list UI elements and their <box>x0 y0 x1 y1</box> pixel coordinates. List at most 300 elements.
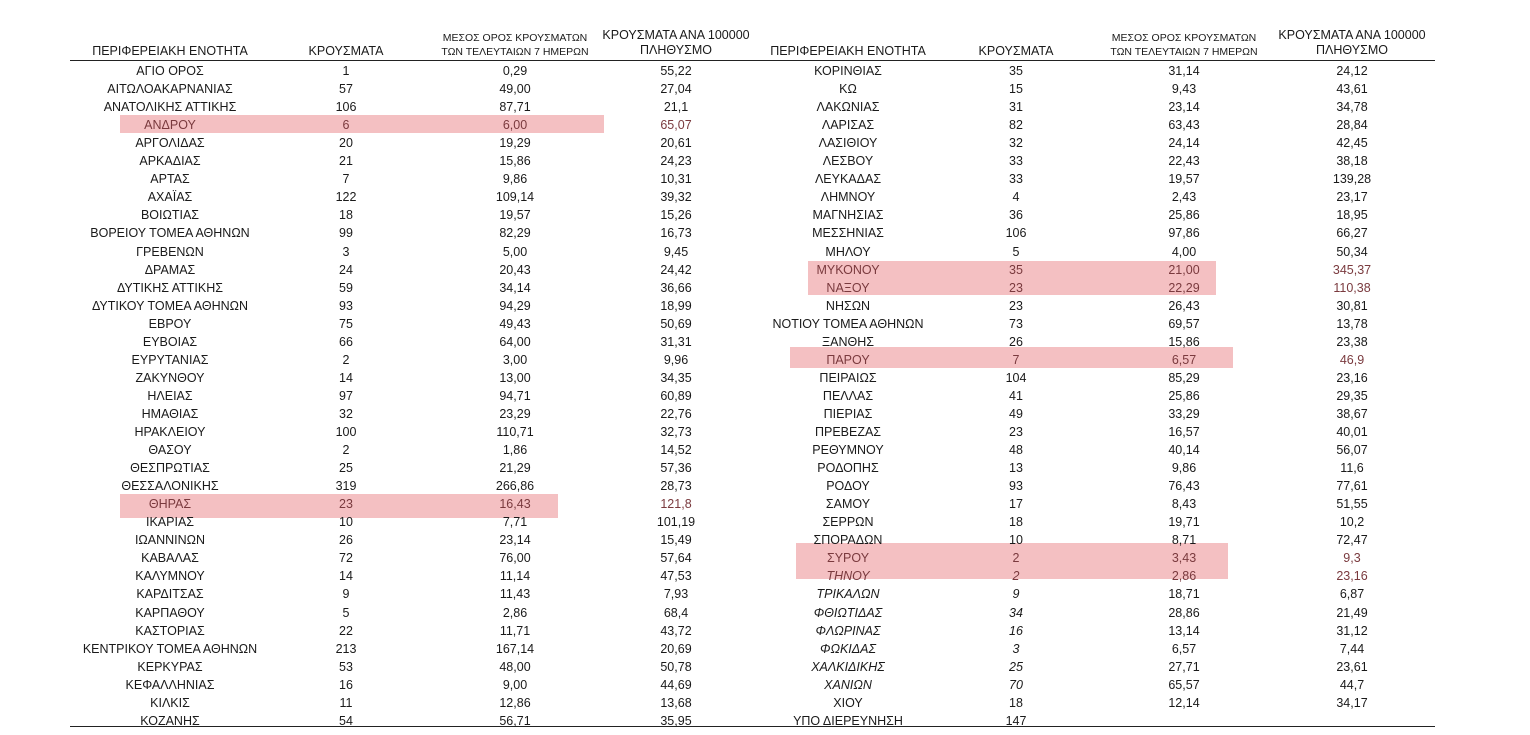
right-table-row <box>0 279 1530 297</box>
right-cell-avg: 18,71 <box>1168 587 1200 602</box>
header-cases-right: ΚΡΟΥΣΜΑΤΑ <box>978 44 1054 58</box>
left-cell-region: ΒΟΙΩΤΙΑΣ <box>140 208 200 223</box>
left-cell-region: ΚΑΣΤΟΡΙΑΣ <box>135 623 205 638</box>
left-cell-avg: 11,43 <box>499 587 531 602</box>
left-cell-region: ΖΑΚΥΝΘΟΥ <box>135 370 205 385</box>
left-cell-region: ΚΙΛΚΙΣ <box>150 695 190 710</box>
data-table <box>0 62 1530 732</box>
header-per100k-right-line2: ΠΛΗΘΥΣΜΟ <box>1316 43 1388 57</box>
right-cell-per100k <box>1270 712 1434 730</box>
left-cell-cases: 319 <box>335 479 357 494</box>
left-cell-per100k: 7,93 <box>663 587 689 602</box>
right-cell-cases: 104 <box>1005 370 1027 385</box>
left-cell-per100k: 13,68 <box>660 695 692 710</box>
right-table-row <box>0 622 1530 640</box>
left-cell-cases: 75 <box>339 316 353 331</box>
left-cell-per100k: 43,72 <box>660 623 692 638</box>
right-cell-region: ΛΗΜΝΟΥ <box>820 190 876 205</box>
right-cell-per100k: 28,84 <box>1336 118 1368 133</box>
left-cell-region: ΗΛΕΙΑΣ <box>147 388 193 403</box>
right-cell-per100k: 7,44 <box>1339 641 1365 656</box>
left-cell-region: ΑΡΓΟΛΙΔΑΣ <box>135 136 205 151</box>
header-cases-left: ΚΡΟΥΣΜΑΤΑ <box>308 44 384 58</box>
right-cell-region: ΠΕΛΛΑΣ <box>822 388 874 403</box>
right-cell-region: ΠΡΕΒΕΖΑΣ <box>814 425 882 439</box>
right-table-row <box>0 405 1530 423</box>
right-table-row <box>0 98 1530 116</box>
left-cell-avg: 12,86 <box>499 695 531 710</box>
right-cell-avg: 2,43 <box>1171 190 1197 205</box>
right-cell-region: ΧΑΝΙΩΝ <box>824 677 872 692</box>
header-per100k-right-line1: ΚΡΟΥΣΜΑΤΑ ΑΝΑ 100000 <box>1278 28 1426 42</box>
right-cell-per100k: 139,28 <box>1332 172 1372 187</box>
right-cell-cases: 33 <box>1009 172 1023 187</box>
right-cell-cases: 49 <box>1009 406 1023 421</box>
left-cell-per100k: 10,31 <box>660 172 692 187</box>
right-cell-per100k: 31,12 <box>1336 623 1368 638</box>
right-cell-cases: 33 <box>1009 154 1023 169</box>
left-cell-avg: 7,71 <box>502 515 528 530</box>
left-cell-region: ΑΝΔΡΟΥ <box>144 118 196 133</box>
right-cell-avg: 69,57 <box>1168 316 1200 331</box>
right-cell-per100k: 44,7 <box>1339 677 1365 692</box>
right-cell-per100k: 10,2 <box>1339 515 1365 530</box>
left-cell-cases: 18 <box>339 208 353 223</box>
right-cell-cases: 5 <box>1012 244 1020 259</box>
right-cell-per100k: 110,38 <box>1333 280 1371 295</box>
left-cell-avg: 1,86 <box>502 443 528 458</box>
right-cell-avg: 9,86 <box>1171 461 1197 476</box>
right-table-row <box>0 604 1530 622</box>
left-cell-cases: 3 <box>342 244 350 259</box>
left-cell-avg: 11,71 <box>499 623 531 638</box>
left-cell-per100k: 60,89 <box>660 388 692 403</box>
right-cell-cases: 7 <box>1012 352 1020 367</box>
right-cell-per100k: 51,55 <box>1336 497 1368 512</box>
right-cell-avg: 97,86 <box>1168 226 1200 241</box>
left-cell-per100k: 101,19 <box>656 515 696 530</box>
left-cell-cases: 10 <box>339 515 353 530</box>
left-cell-cases: 14 <box>339 569 353 584</box>
left-cell-region: ΑΝΑΤΟΛΙΚΗΣ ΑΤΤΙΚΗΣ <box>103 100 237 115</box>
left-cell-region: ΚΑΡΠΑΘΟΥ <box>135 605 205 620</box>
right-cell-region: ΦΩΚΙΔΑΣ <box>820 641 876 656</box>
left-cell-per100k: 18,99 <box>660 298 692 313</box>
left-cell-avg: 9,00 <box>502 677 528 692</box>
right-cell-region: ΝΗΣΩΝ <box>825 298 871 313</box>
right-table-row <box>0 188 1530 206</box>
right-cell-avg: 85,29 <box>1168 370 1200 385</box>
left-cell-per100k: 20,61 <box>660 136 692 151</box>
right-cell-avg: 13,14 <box>1168 623 1200 638</box>
left-cell-avg: 0,29 <box>502 64 528 78</box>
left-cell-region: ΚΕΝΤΡΙΚΟΥ ΤΟΜΕΑ ΑΘΗΝΩΝ <box>82 641 258 656</box>
left-cell-avg: 167,14 <box>495 641 535 656</box>
right-cell-per100k: 40,01 <box>1336 425 1368 439</box>
right-cell-cases: 2 <box>1012 569 1020 584</box>
left-cell-cases: 26 <box>339 533 353 548</box>
right-cell-region: ΛΑΡΙΣΑΣ <box>821 118 875 133</box>
left-cell-region: ΕΥΒΟΙΑΣ <box>142 334 198 349</box>
right-table-row <box>0 369 1530 387</box>
right-cell-avg: 22,29 <box>1168 280 1200 295</box>
left-cell-per100k: 68,4 <box>663 605 689 620</box>
left-cell-avg: 20,43 <box>499 262 531 277</box>
right-cell-region: ΧΙΟΥ <box>833 695 863 710</box>
right-cell-cases: 31 <box>1009 100 1023 115</box>
left-cell-cases: 14 <box>339 370 353 385</box>
right-cell-per100k: 6,87 <box>1339 587 1365 602</box>
right-cell-avg: 19,71 <box>1168 515 1200 530</box>
right-table-row <box>0 152 1530 170</box>
left-cell-region: ΑΓΙΟ ΟΡΟΣ <box>136 64 204 78</box>
right-cell-avg: 22,43 <box>1168 154 1200 169</box>
right-cell-avg: 65,57 <box>1168 677 1200 692</box>
right-table-row <box>0 441 1530 459</box>
left-cell-cases: 1 <box>342 64 350 78</box>
right-cell-cases: 41 <box>1009 388 1023 403</box>
left-cell-cases: 53 <box>339 659 353 674</box>
left-cell-cases: 93 <box>339 298 353 313</box>
left-cell-per100k: 9,45 <box>663 244 689 259</box>
right-cell-per100k: 56,07 <box>1336 443 1368 458</box>
right-cell-region: ΛΑΣΙΘΙΟΥ <box>818 136 878 151</box>
right-cell-cases: 106 <box>1005 226 1027 241</box>
right-cell-cases: 36 <box>1009 208 1023 223</box>
left-cell-per100k: 121,8 <box>660 497 692 512</box>
right-cell-region: ΥΠΟ ΔΙΕΡΕΥΝΗΣΗ <box>793 713 903 728</box>
left-cell-region: ΚΕΡΚΥΡΑΣ <box>137 659 203 674</box>
left-cell-per100k: 35,95 <box>660 713 692 728</box>
left-cell-per100k: 39,32 <box>660 190 692 205</box>
left-cell-region: ΗΜΑΘΙΑΣ <box>141 406 199 421</box>
right-cell-cases: 82 <box>1009 118 1023 133</box>
right-cell-cases: 25 <box>1009 659 1023 674</box>
left-cell-avg: 15,86 <box>499 154 531 169</box>
left-cell-avg: 64,00 <box>499 334 531 349</box>
left-cell-avg: 82,29 <box>499 226 531 241</box>
left-cell-avg: 34,14 <box>499 280 531 295</box>
left-cell-cases: 59 <box>339 280 353 295</box>
left-cell-cases: 32 <box>339 406 353 421</box>
left-cell-region: ΔΥΤΙΚΗΣ ΑΤΤΙΚΗΣ <box>117 280 223 295</box>
left-cell-avg: 76,00 <box>499 551 531 566</box>
right-cell-cases: 23 <box>1009 298 1023 313</box>
left-cell-avg: 94,71 <box>499 388 531 403</box>
right-cell-per100k: 13,78 <box>1336 316 1368 331</box>
left-cell-avg: 21,29 <box>499 461 531 476</box>
right-table-row <box>0 80 1530 98</box>
left-cell-per100k: 47,53 <box>660 569 692 584</box>
right-cell-avg: 4,00 <box>1171 244 1197 259</box>
right-cell-avg: 6,57 <box>1171 352 1197 367</box>
right-cell-region: ΝΑΞΟΥ <box>826 280 870 295</box>
left-cell-avg: 110,71 <box>496 425 534 439</box>
right-cell-cases: 26 <box>1009 334 1023 349</box>
left-cell-avg: 16,43 <box>499 497 531 512</box>
right-cell-cases: 3 <box>1012 641 1020 656</box>
left-cell-avg: 56,71 <box>499 713 531 728</box>
left-cell-avg: 9,86 <box>502 172 528 187</box>
left-cell-cases: 9 <box>342 587 350 602</box>
left-cell-per100k: 55,22 <box>660 64 692 78</box>
left-cell-cases: 7 <box>342 172 350 187</box>
right-cell-per100k: 38,18 <box>1336 154 1368 169</box>
right-cell-per100k: 42,45 <box>1336 136 1368 151</box>
right-cell-cases: 10 <box>1009 533 1023 548</box>
right-table-row <box>0 134 1530 152</box>
right-cell-per100k: 9,3 <box>1343 551 1361 566</box>
right-cell-cases: 48 <box>1009 443 1023 458</box>
right-cell-per100k: 23,61 <box>1336 659 1368 674</box>
left-cell-per100k: 24,23 <box>660 154 692 169</box>
left-cell-avg: 11,14 <box>499 569 531 584</box>
right-cell-avg: 24,14 <box>1168 136 1200 151</box>
right-table-row <box>0 423 1530 441</box>
left-cell-cases: 25 <box>339 461 353 476</box>
right-cell-cases: 35 <box>1009 64 1023 78</box>
left-cell-avg: 13,00 <box>499 370 531 385</box>
left-cell-avg: 94,29 <box>499 298 531 313</box>
right-cell-per100k: 43,61 <box>1336 82 1368 97</box>
right-cell-region: ΣΑΜΟΥ <box>825 497 871 512</box>
left-cell-per100k: 15,49 <box>660 533 692 548</box>
right-cell-region: ΜΥΚΟΝΟΥ <box>816 262 880 277</box>
left-cell-region: ΚΑΡΔΙΤΣΑΣ <box>136 587 204 602</box>
right-table-row <box>0 712 1530 730</box>
right-cell-region: ΠΑΡΟΥ <box>826 352 870 367</box>
left-cell-per100k: 15,26 <box>660 208 692 223</box>
header-per100k-left-line2: ΠΛΗΘΥΣΜΟ <box>640 43 712 57</box>
left-cell-per100k: 50,69 <box>660 316 692 331</box>
right-table-row <box>0 585 1530 603</box>
right-cell-cases: 9 <box>1012 587 1020 602</box>
right-table-row <box>0 694 1530 712</box>
header-avg-left-line2: ΤΩΝ ΤΕΛΕΥΤΑΙΩΝ 7 ΗΜΕΡΩΝ <box>441 46 589 58</box>
left-cell-per100k: 28,73 <box>660 479 692 494</box>
right-cell-avg: 33,29 <box>1168 406 1200 421</box>
left-cell-per100k: 20,69 <box>660 641 692 656</box>
header-region-left: ΠΕΡΙΦΕΡΕΙΑΚΗ ΕΝΟΤΗΤΑ <box>92 44 248 58</box>
right-cell-region: ΦΛΩΡΙΝΑΣ <box>815 623 881 638</box>
left-cell-cases: 97 <box>339 388 353 403</box>
left-cell-per100k: 57,36 <box>660 461 692 476</box>
left-cell-region: ΚΑΒΑΛΑΣ <box>141 551 199 566</box>
left-cell-cases: 11 <box>339 695 353 710</box>
right-cell-cases: 2 <box>1012 551 1020 566</box>
left-cell-per100k: 34,35 <box>660 370 692 385</box>
right-table-row <box>0 170 1530 188</box>
left-cell-cases: 72 <box>339 551 353 566</box>
right-cell-avg: 26,43 <box>1168 298 1200 313</box>
left-cell-avg: 5,00 <box>502 244 528 259</box>
right-cell-cases: 73 <box>1009 316 1023 331</box>
right-cell-cases: 15 <box>1009 82 1023 97</box>
right-cell-cases: 35 <box>1009 262 1023 277</box>
right-cell-per100k: 72,47 <box>1336 533 1368 548</box>
right-table-row <box>0 513 1530 531</box>
left-cell-avg: 2,86 <box>502 605 528 620</box>
right-cell-avg: 9,43 <box>1171 82 1197 97</box>
right-table-row <box>0 315 1530 333</box>
right-cell-region: ΡΟΔΟΠΗΣ <box>817 461 879 476</box>
left-cell-cases: 5 <box>342 605 350 620</box>
left-cell-per100k: 14,52 <box>660 443 692 458</box>
right-cell-region: ΛΕΥΚΑΔΑΣ <box>814 172 882 187</box>
right-cell-avg: 15,86 <box>1168 334 1200 349</box>
right-cell-per100k: 11,6 <box>1340 461 1364 476</box>
right-cell-cases: 70 <box>1009 677 1023 692</box>
left-cell-avg: 19,29 <box>499 136 531 151</box>
right-table-row <box>0 243 1530 261</box>
right-cell-per100k: 34,78 <box>1336 100 1368 115</box>
left-cell-region: ΘΗΡΑΣ <box>148 497 192 512</box>
right-cell-region: ΜΗΛΟΥ <box>825 244 871 259</box>
right-cell-avg: 16,57 <box>1168 425 1200 439</box>
right-cell-avg: 40,14 <box>1168 443 1200 458</box>
left-cell-avg: 6,00 <box>502 118 528 133</box>
right-cell-per100k: 46,9 <box>1339 352 1365 367</box>
right-cell-avg <box>1089 712 1279 730</box>
left-cell-per100k: 27,04 <box>660 82 692 97</box>
left-cell-region: ΑΡΤΑΣ <box>150 172 190 187</box>
right-cell-region: ΧΑΛΚΙΔΙΚΗΣ <box>811 659 885 674</box>
left-cell-avg: 49,43 <box>499 316 531 331</box>
left-cell-cases: 106 <box>335 100 357 115</box>
right-cell-per100k: 29,35 <box>1336 388 1368 403</box>
right-cell-region: ΣΥΡΟΥ <box>826 551 870 566</box>
right-table-row <box>0 62 1530 80</box>
header-per100k-left-line1: ΚΡΟΥΣΜΑΤΑ ΑΝΑ 100000 <box>602 28 750 42</box>
right-cell-region: ΚΩ <box>839 82 857 97</box>
right-cell-avg: 31,14 <box>1168 64 1200 78</box>
right-cell-per100k: 24,12 <box>1336 64 1368 78</box>
left-cell-cases: 57 <box>339 82 353 97</box>
right-cell-region: ΡΟΔΟΥ <box>826 479 870 494</box>
left-cell-per100k: 65,07 <box>660 118 692 133</box>
right-cell-cases: 93 <box>1009 479 1023 494</box>
right-table-row <box>0 459 1530 477</box>
right-table-row <box>0 549 1530 567</box>
right-cell-region: ΣΕΡΡΩΝ <box>822 515 874 530</box>
left-cell-avg: 109,14 <box>495 190 535 205</box>
right-cell-region: ΛΑΚΩΝΙΑΣ <box>816 100 880 115</box>
right-cell-avg: 8,43 <box>1171 497 1197 512</box>
left-cell-region: ΕΒΡΟΥ <box>148 316 192 331</box>
left-cell-region: ΚΟΖΑΝΗΣ <box>140 713 200 728</box>
left-cell-per100k: 16,73 <box>660 226 692 241</box>
right-cell-avg: 25,86 <box>1168 388 1200 403</box>
right-table-row <box>0 495 1530 513</box>
right-cell-region: ΠΙΕΡΙΑΣ <box>823 406 873 421</box>
left-cell-cases: 122 <box>335 190 357 205</box>
left-cell-cases: 2 <box>342 443 350 458</box>
header-avg-right-line1: ΜΕΣΟΣ ΟΡΟΣ ΚΡΟΥΣΜΑΤΩΝ <box>1111 32 1257 44</box>
left-cell-cases: 54 <box>339 713 353 728</box>
right-cell-avg: 21,00 <box>1168 262 1200 277</box>
right-cell-cases: 13 <box>1009 461 1023 476</box>
header-region-right: ΠΕΡΙΦΕΡΕΙΑΚΗ ΕΝΟΤΗΤΑ <box>770 44 926 58</box>
right-cell-per100k: 23,16 <box>1336 370 1368 385</box>
right-cell-avg: 3,43 <box>1171 551 1197 566</box>
right-cell-per100k: 50,34 <box>1336 244 1368 259</box>
right-cell-region: ΡΕΘΥΜΝΟΥ <box>812 443 884 458</box>
right-table-row <box>0 116 1530 134</box>
right-table-row <box>0 333 1530 351</box>
left-cell-per100k: 24,42 <box>660 262 692 277</box>
right-table-row <box>0 676 1530 694</box>
left-cell-cases: 23 <box>339 497 353 512</box>
left-cell-avg: 19,57 <box>499 208 531 223</box>
right-cell-per100k: 34,17 <box>1336 695 1368 710</box>
left-cell-avg: 3,00 <box>502 352 528 367</box>
right-cell-cases: 23 <box>1009 425 1023 439</box>
right-cell-per100k: 77,61 <box>1336 479 1368 494</box>
right-cell-cases: 34 <box>1009 605 1023 620</box>
left-cell-region: ΔΥΤΙΚΟΥ ΤΟΜΕΑ ΑΘΗΝΩΝ <box>91 298 249 313</box>
right-cell-avg: 23,14 <box>1168 100 1200 115</box>
left-cell-region: ΑΙΤΩΛΟΑΚΑΡΝΑΝΙΑΣ <box>107 82 233 97</box>
right-cell-region: ΝΟΤΙΟΥ ΤΟΜΕΑ ΑΘΗΝΩΝ <box>772 316 924 331</box>
left-cell-region: ΓΡΕΒΕΝΩΝ <box>136 244 204 259</box>
right-table-row <box>0 531 1530 549</box>
left-cell-cases: 20 <box>339 136 353 151</box>
left-cell-per100k: 22,76 <box>660 406 692 421</box>
left-cell-region: ΙΚΑΡΙΑΣ <box>145 515 195 530</box>
left-cell-per100k: 9,96 <box>663 352 689 367</box>
left-cell-avg: 23,29 <box>499 406 531 421</box>
right-cell-per100k: 23,17 <box>1336 190 1368 205</box>
right-table-row <box>0 297 1530 315</box>
left-cell-cases: 66 <box>339 334 353 349</box>
left-cell-per100k: 21,1 <box>663 100 689 115</box>
right-table-row <box>0 261 1530 279</box>
header-rule <box>70 60 1435 61</box>
right-cell-cases: 23 <box>1009 280 1023 295</box>
right-cell-avg: 8,71 <box>1171 533 1197 548</box>
right-cell-cases: 4 <box>1012 190 1020 205</box>
left-cell-region: ΘΕΣΣΑΛΟΝΙΚΗΣ <box>121 479 219 494</box>
right-cell-region: ΞΑΝΘΗΣ <box>822 334 874 349</box>
right-cell-avg: 12,14 <box>1168 695 1200 710</box>
left-cell-region: ΔΡΑΜΑΣ <box>144 262 196 277</box>
right-cell-per100k: 30,81 <box>1336 298 1368 313</box>
left-cell-cases: 6 <box>342 118 350 133</box>
left-cell-avg: 23,14 <box>499 533 531 548</box>
right-cell-region: ΜΑΓΝΗΣΙΑΣ <box>812 208 884 223</box>
left-cell-region: ΘΑΣΟΥ <box>148 443 192 458</box>
right-cell-cases: 18 <box>1009 515 1023 530</box>
left-cell-per100k: 44,69 <box>660 677 692 692</box>
left-cell-cases: 2 <box>342 352 350 367</box>
left-cell-region: ΚΑΛΥΜΝΟΥ <box>135 569 205 584</box>
right-cell-region: ΚΟΡΙΝΘΙΑΣ <box>814 64 882 78</box>
right-cell-region: ΤΗΝΟΥ <box>826 569 870 584</box>
left-cell-avg: 48,00 <box>499 659 531 674</box>
left-cell-per100k: 57,64 <box>660 551 692 566</box>
right-cell-cases: 32 <box>1009 136 1023 151</box>
right-table-row <box>0 351 1530 369</box>
left-cell-region: ΑΧΑΪΑΣ <box>147 190 193 205</box>
right-cell-avg: 28,86 <box>1168 605 1200 620</box>
right-cell-region: ΠΕΙΡΑΙΩΣ <box>819 370 877 385</box>
left-cell-region: ΗΡΑΚΛΕΙΟΥ <box>134 425 206 439</box>
right-cell-region: ΦΘΙΩΤΙΔΑΣ <box>813 605 883 620</box>
header-avg-right-line2: ΤΩΝ ΤΕΛΕΥΤΑΙΩΝ 7 ΗΜΕΡΩΝ <box>1110 46 1258 58</box>
right-cell-cases: 147 <box>1005 713 1027 728</box>
left-cell-cases: 22 <box>339 623 353 638</box>
right-cell-avg: 19,57 <box>1168 172 1200 187</box>
